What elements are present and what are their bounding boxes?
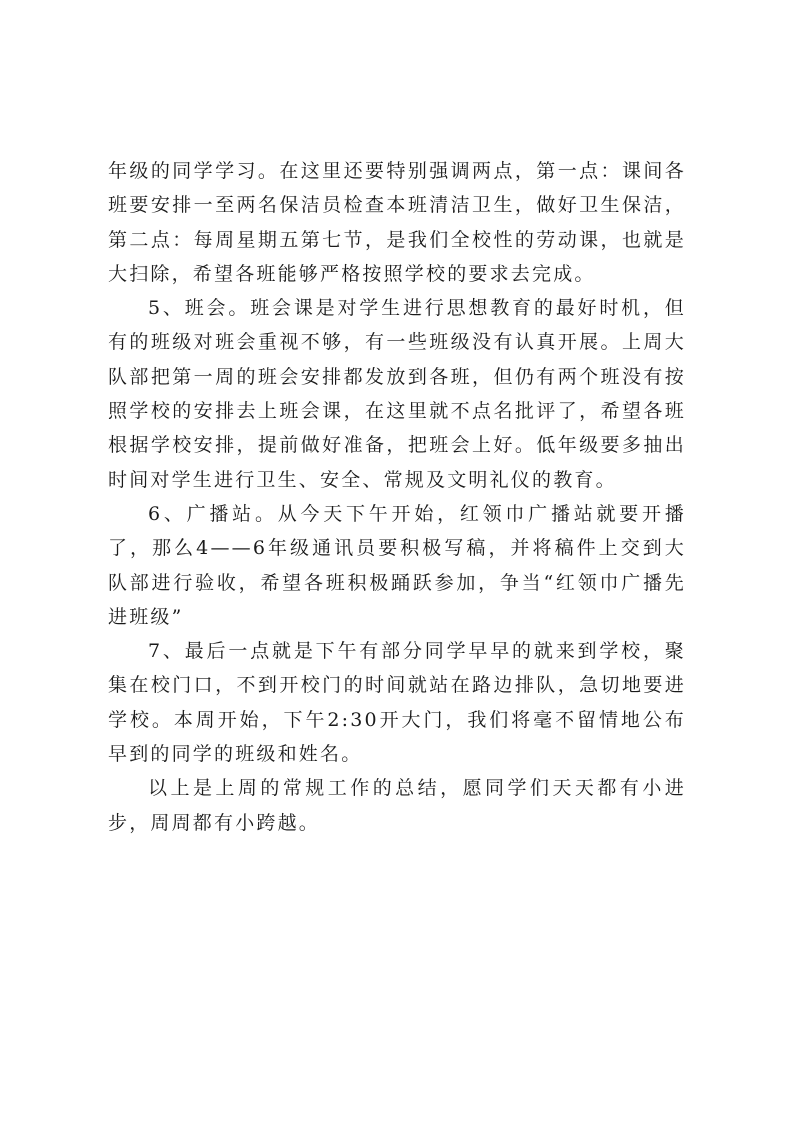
paragraph-broadcast-station: 6、广播站。从今天下午开始，红领巾广播站就要开播了，那么4——6年级通讯员要积极写稿，并将稿件上交到大队部进行验收，希望各班积极踊跃参加，争当“红领巾广播先进班级” <box>108 502 686 628</box>
paragraph-class-meeting: 5、班会。班会课是对学生进行思想教育的最好时机，但有的班级对班会重视不够，有一些班级没有认真开展。上周大队部把第一周的班会安排都发放到各班，但仍有两个班没有按照学校的安排去上班会课，在这里就不点名批评了，希望各班根据学校安排，提前做好准备，把班会上好。低年级要多抽出时间对学生进行卫生、安全、常规及文明礼仪的教育。 <box>108 297 686 491</box>
paragraph-continuation: 年级的同学学习。在这里还要特别强调两点，第一点：课间各班要安排一至两名保洁员检查本班清洁卫生，做好卫生保洁，第二点：每周星期五第七节，是我们全校性的劳动课，也就是大扫除，希望各班能够严格按照学校的要求去完成。 <box>108 160 686 285</box>
paragraph-summary: 以上是上周的常规工作的总结，愿同学们天天都有小进步，周周都有小跨越。 <box>108 777 686 834</box>
document-body <box>108 154 686 840</box>
paragraph-early-arrival: 7、最后一点就是下午有部分同学早早的就来到学校，聚集在校门口，不到开校门的时间就站在路边排队，急切地要进学校。本周开始，下午2:30开大门，我们将毫不留情地公布早到的同学的班级和姓名。 <box>108 640 686 766</box>
